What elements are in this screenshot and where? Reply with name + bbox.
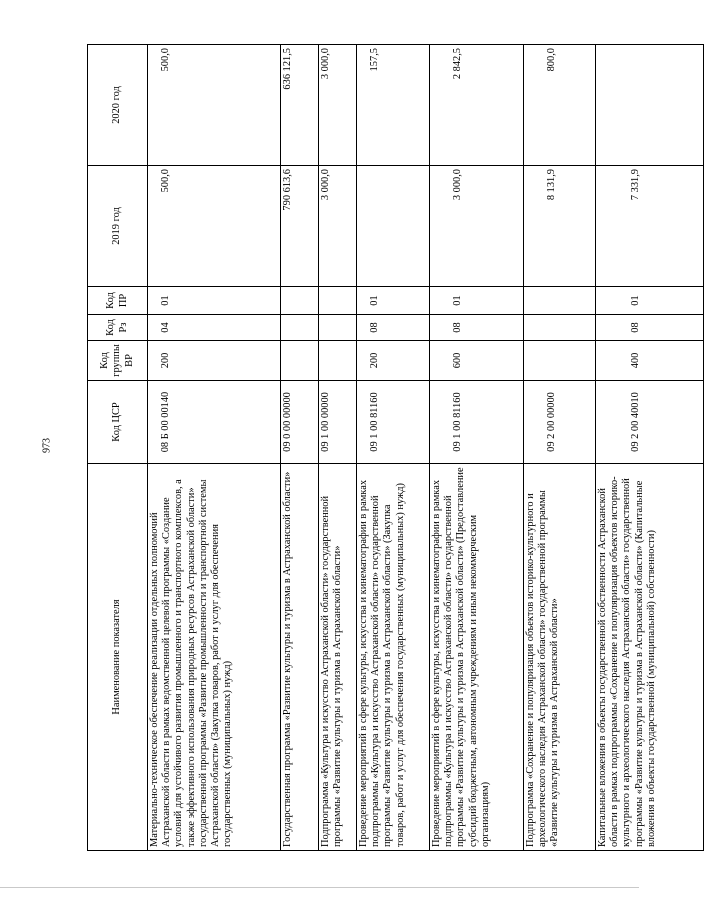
header-vr: Код группы ВР [88,341,148,381]
cell-rz: 08 [430,315,524,341]
cell-rz [524,315,596,341]
cell-2020: 500,0 [148,45,281,166]
cell-csr: 09 2 00 00000 [524,381,596,464]
cell-name: Подпрограмма «Культура и искусство Астраханской области» государственной программы «Развитие культуры и туризма в Астраханской области» [319,464,357,851]
cell-csr: 09 2 00 40010 [596,381,704,464]
page-number: 973 [41,438,53,453]
cell-csr: 09 0 00 00000 [281,381,319,464]
cell-vr: 400 [596,341,704,381]
cell-rz [319,315,357,341]
cell-vr: 200 [357,341,430,381]
cell-name: Проведение мероприятий в сфере культуры, искусства и кинематографии в рамках подпрограммы «Культура и искусство Астраханской области» государственной программы «Развитие культуры и туризма в Астраханской области» (Предоставление субсидий бюджетным, автономным учреждениям и иным некоммерческим организациям) [430,464,524,851]
cell-csr: 08 Б 00 00140 [148,381,281,464]
cell-name: Проведение мероприятий в сфере культуры, искусства и кинематографии в рамках подпрограммы «Культура и искусство Астраханской области» государственной программы «Развитие культуры и туризма в Астраханской области» (Закупка товаров, работ и услуг для обеспечения государственных (муниципальных) нужд) [357,464,430,851]
header-name: Наименование показателя [88,464,148,851]
cell-2019: 7 331,9 [596,166,704,287]
cell-rz: 08 [596,315,704,341]
cell-name: Материально-техническое обеспечение реализации отдельных полномочий Астраханской области в рамках ведомственной целевой программы «Создание условий для устойчивого развития промышленного и транспортного комплексов, а также эффективного использования природных ресурсов Астраханской области» государственной программы «Развитие промышленности и транспортной системы Астраханской области» (Закупка товаров, работ и услуг для обеспечения государственных (муниципальных) нужд) [148,464,281,851]
cell-name: Государственная программа «Развитие культуры и туризма в Астраханской области» [281,464,319,851]
cell-pr: 01 [357,287,430,315]
cell-pr [524,287,596,315]
cell-vr: 600 [430,341,524,381]
table-row [319,45,357,851]
cell-vr: 200 [148,341,281,381]
cell-2020: 800,0 [524,45,596,166]
table-row [596,45,704,851]
cell-vr [319,341,357,381]
cell-vr [281,341,319,381]
cell-rz: 08 [357,315,430,341]
cell-pr [319,287,357,315]
budget-table-rotated [87,45,657,851]
cell-2020 [596,45,704,166]
budget-table [87,44,704,851]
cell-2019: 500,0 [148,166,281,287]
cell-2020: 3 000,0 [319,45,357,166]
header-2019: 2019 год [88,166,148,287]
cell-2019: 3 000,0 [430,166,524,287]
cell-2019: 8 131,9 [524,166,596,287]
cell-csr: 09 1 00 81160 [430,381,524,464]
cell-csr: 09 1 00 81160 [357,381,430,464]
page-bottom-divider [0,887,639,888]
cell-2020: 636 121,5 [281,45,319,166]
table-header-row [88,45,148,851]
table-row [430,45,524,851]
header-csr: Код ЦСР [88,381,148,464]
cell-pr: 01 [430,287,524,315]
cell-name: Капитальные вложения в объекты государственной собственности Астраханской области в рамках подпрограммы «Сохранение и популяризация объектов историко-культурного и археологического наследия Астраханской области» государственной программы «Развитие культуры и туризма в Астраханской области» (Капитальные вложения в объекты государственной (муниципальной) собственности) [596,464,704,851]
table-row [357,45,430,851]
cell-2019: 3 000,0 [319,166,357,287]
table-row [281,45,319,851]
cell-rz: 04 [148,315,281,341]
cell-2019 [357,166,430,287]
cell-csr: 09 1 00 00000 [319,381,357,464]
header-2020: 2020 год [88,45,148,166]
cell-name: Подпрограмма «Сохранение и популяризация объектов историко-культурного и археологического наследия Астраханской области» государственной программы «Развитие культуры и туризма в Астраханской области» [524,464,596,851]
cell-pr: 01 [596,287,704,315]
cell-pr: 01 [148,287,281,315]
cell-rz [281,315,319,341]
cell-vr [524,341,596,381]
table-row [524,45,596,851]
table-row [148,45,281,851]
cell-2020: 157,5 [357,45,430,166]
cell-2020: 2 842,5 [430,45,524,166]
cell-2019: 790 613,6 [281,166,319,287]
cell-pr [281,287,319,315]
header-pr: Код ПР [88,287,148,315]
header-rz: Код Рз [88,315,148,341]
